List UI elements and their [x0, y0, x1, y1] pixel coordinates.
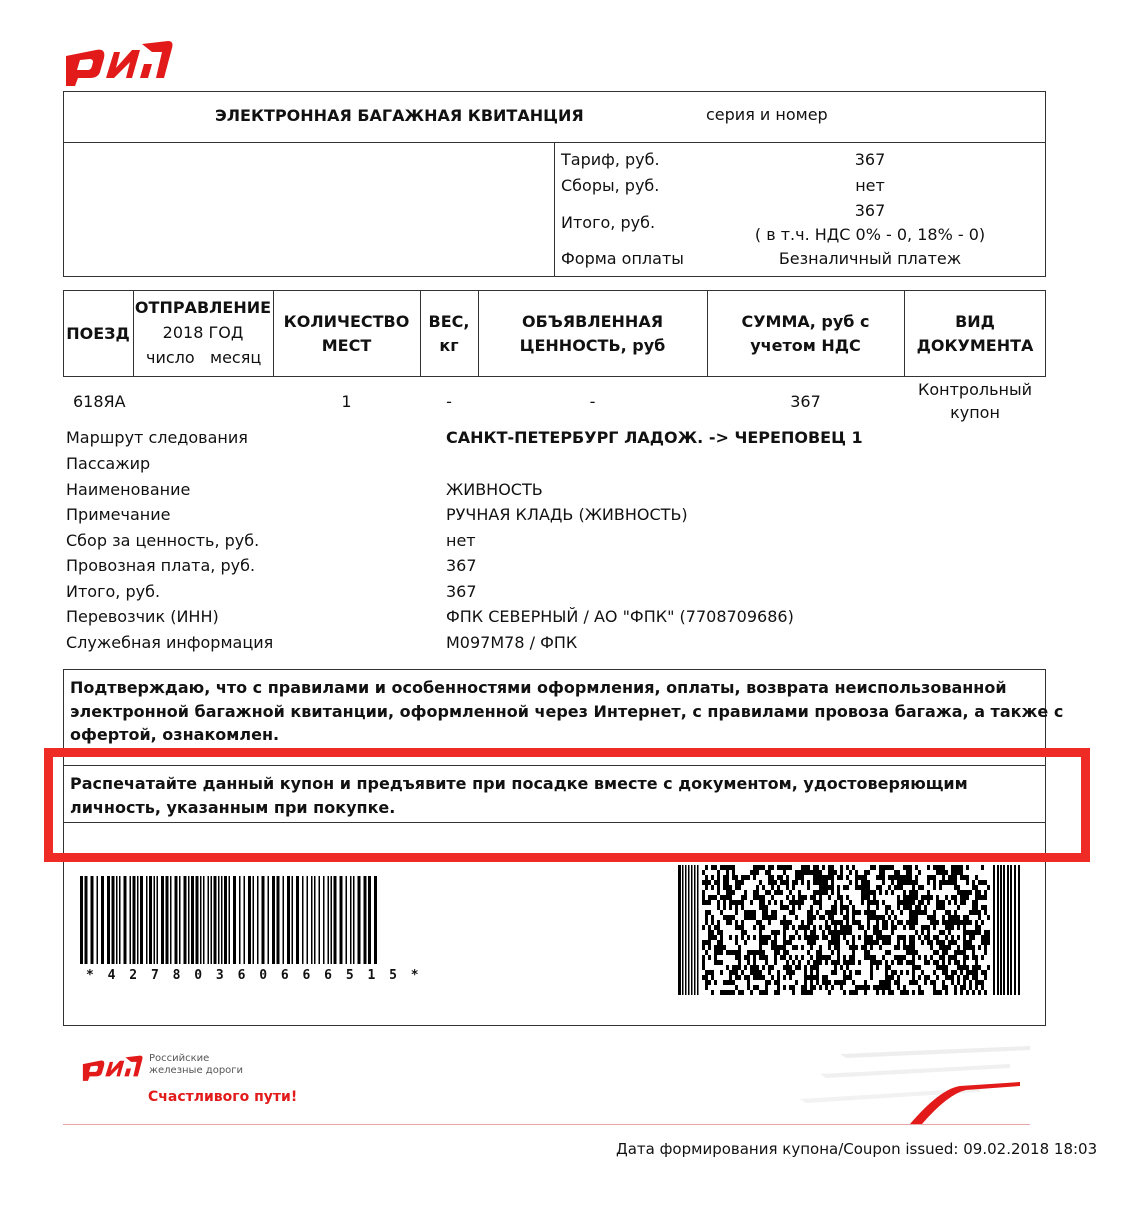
header-quantity-1: КОЛИЧЕСТВО — [283, 311, 410, 331]
print-line-2: личность, указанным при покупке. — [70, 798, 396, 817]
header-declared-1: ОБЪЯВЛЕННАЯ — [521, 311, 664, 331]
pdf417-barcode-icon — [678, 865, 1021, 995]
fees-label: Сборы, руб. — [561, 176, 660, 195]
header-doc-2: ДОКУМЕНТА — [916, 335, 1034, 355]
detail-label-note: Примечание — [66, 505, 171, 524]
footer-divider — [63, 1124, 1030, 1125]
header-month: месяц — [210, 348, 262, 367]
detail-value-value-fee: нет — [446, 531, 476, 550]
tariff-label: Тариф, руб. — [561, 150, 660, 169]
footer-swoosh — [780, 1044, 1030, 1126]
header-weight-1: ВЕС, — [428, 311, 470, 331]
payment-label: Форма оплаты — [561, 249, 684, 268]
series-number-label: серия и номер — [706, 105, 828, 124]
row-doc-1: Контрольный — [917, 380, 1033, 399]
detail-value-service: М097М78 / ФПК — [446, 633, 578, 652]
footer-slogan: Счастливого пути! — [148, 1089, 298, 1105]
detail-label-carrier: Перевозчик (ИНН) — [66, 607, 219, 626]
detail-label-carriage: Провозная плата, руб. — [66, 556, 256, 575]
print-line-1: Распечатайте данный купон и предъявите при посадке вместе с документом, удостоверяющим — [70, 774, 968, 793]
header-year: 2018 ГОД — [162, 323, 244, 342]
header-sum-2: учетом НДС — [750, 335, 861, 355]
header-doc-1: ВИД — [955, 311, 995, 331]
row-weight: - — [446, 392, 452, 411]
fare-divider — [554, 142, 555, 277]
document-title: ЭЛЕКТРОННАЯ БАГАЖНАЯ КВИТАНЦИЯ — [215, 106, 584, 125]
confirm-line-2: электронной багажной квитанции, оформленной через Интернет, с правилами провоза багажа, а также с — [70, 702, 1064, 721]
fees-value: нет — [855, 176, 885, 195]
confirm-line-3: офертой, ознакомлен. — [70, 725, 280, 744]
row-doc-2: купон — [950, 403, 1000, 422]
header-departure: ОТПРАВЛЕНИЕ — [134, 298, 272, 317]
footer-logo — [80, 1054, 144, 1082]
detail-value-total: 367 — [446, 582, 477, 601]
detail-value-name: ЖИВНОСТЬ — [446, 480, 543, 499]
header-weight — [420, 290, 478, 377]
detail-label-route: Маршрут следования — [66, 428, 248, 447]
footer-brand-line-2: железные дороги — [149, 1065, 244, 1076]
rzd-logo-icon — [62, 38, 174, 88]
row-declared: - — [589, 392, 596, 411]
detail-value-route: САНКТ-ПЕТЕРБУРГ ЛАДОЖ. -> ЧЕРЕПОВЕЦ 1 — [446, 428, 863, 447]
rzd-logo — [62, 38, 174, 88]
linear-barcode — [80, 876, 380, 964]
header-weight-2: кг — [439, 335, 459, 355]
detail-label-name: Наименование — [66, 480, 191, 499]
barcode-number: * 4 2 7 8 0 3 6 0 6 6 6 5 1 5 * — [86, 968, 422, 983]
coupon-issued: Дата формирования купона/Coupon issued: 09.02.2018 18:03 — [616, 1140, 1098, 1158]
tariff-value: 367 — [854, 150, 886, 169]
row-sum: 367 — [790, 392, 821, 411]
header-sum — [707, 290, 904, 377]
detail-value-carriage: 367 — [446, 556, 477, 575]
header-doc-type — [904, 290, 1046, 377]
confirm-line-1: Подтверждаю, что с правилами и особенностями оформления, оплаты, возврата неиспользованной — [70, 678, 1007, 697]
detail-label-passenger: Пассажир — [66, 454, 151, 473]
header-day: число — [146, 348, 195, 367]
total-value: 367 — [854, 201, 886, 220]
total-label: Итого, руб. — [561, 213, 656, 232]
vat-note: ( в т.ч. НДС 0% - 0, 18% - 0) — [754, 225, 986, 244]
header-declared-2: ЦЕННОСТЬ, руб — [519, 335, 666, 355]
detail-label-service: Служебная информация — [66, 633, 274, 652]
header-quantity — [273, 290, 420, 377]
rzd-small-logo-icon — [80, 1054, 144, 1082]
detail-label-value-fee: Сбор за ценность, руб. — [66, 531, 260, 550]
header-train — [63, 290, 133, 377]
header-train-text: ПОЕЗД — [66, 323, 130, 343]
row-quantity: 1 — [341, 392, 352, 411]
header-declared-value — [478, 290, 707, 377]
header-sum-1: СУММА, руб с — [741, 311, 870, 331]
linear-barcode-icon — [80, 876, 380, 964]
footer-brand-line-1: Российские — [149, 1053, 210, 1064]
detail-value-note: РУЧНАЯ КЛАДЬ (ЖИВНОСТЬ) — [446, 505, 688, 524]
swoosh-graphic-icon — [780, 1044, 1030, 1126]
header-quantity-2: МЕСТ — [321, 335, 372, 355]
detail-label-total: Итого, руб. — [66, 582, 161, 601]
detail-value-carrier: ФПК СЕВЕРНЫЙ / АО "ФПК" (7708709686) — [446, 607, 794, 626]
payment-value: Безналичный платеж — [778, 249, 962, 268]
pdf417-barcode — [678, 865, 1021, 995]
row-train: 618ЯА — [73, 392, 126, 411]
